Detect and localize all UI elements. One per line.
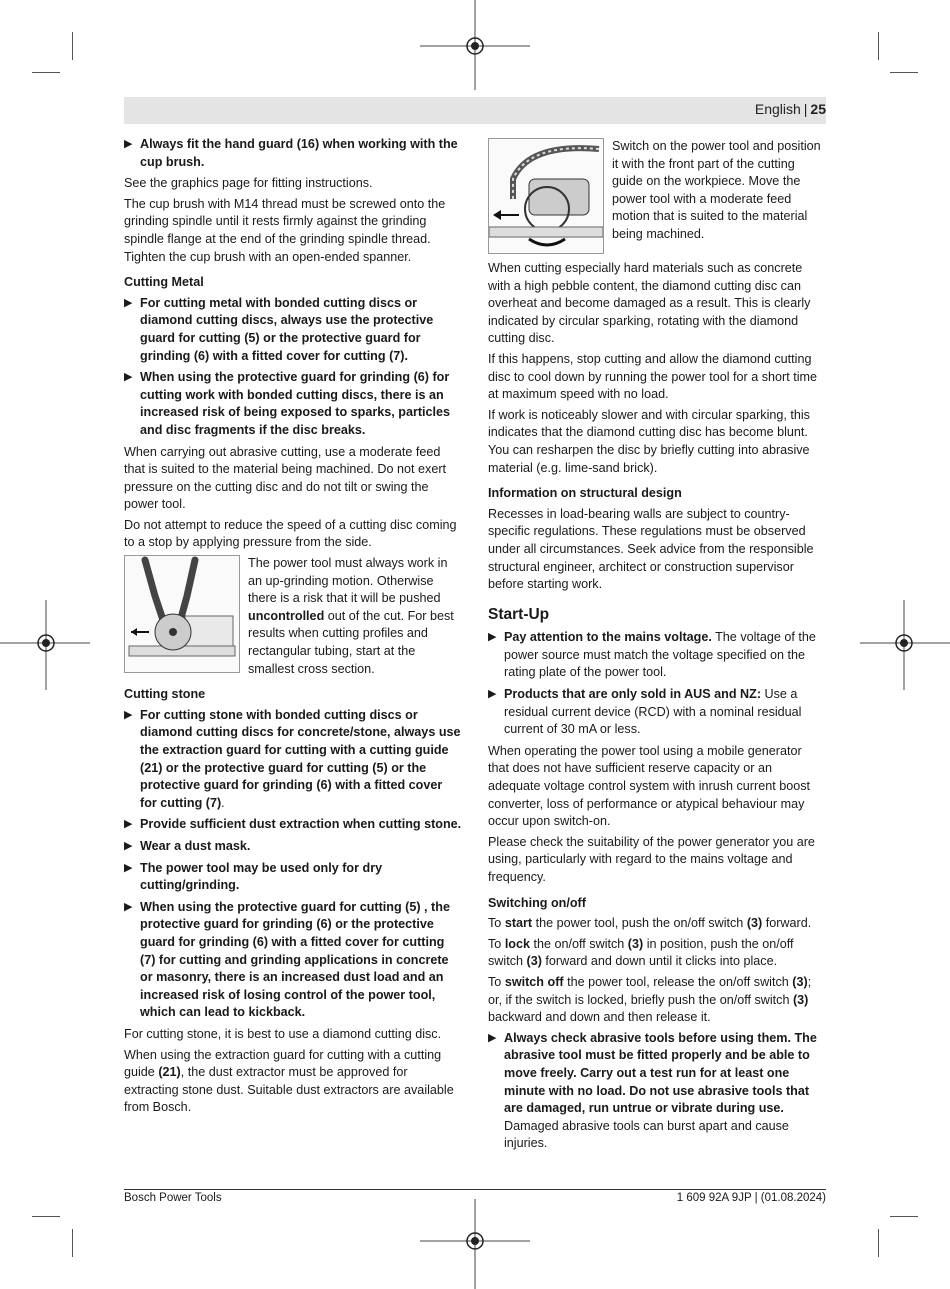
text-run: the power tool, push the on/off switch xyxy=(532,916,747,931)
paragraph: See the graphics page for fitting instructions. xyxy=(124,176,373,191)
text-run: , the dust extractor must be approved for extracting stone dust. Suitable dust extractors are available from Bosch. xyxy=(124,1065,454,1115)
bullet-text: For cutting stone with bonded cutting discs or diamond cutting discs for concrete/stone, always use the extraction guard for cutting with a cutting guide (21) or the protective guard for cutting (5) or the protective guard for grinding (6) with a fitted cover for cutting (7) xyxy=(140,707,461,810)
text-run-bold: start xyxy=(504,916,533,931)
text-run-bold: lock xyxy=(504,936,531,951)
triangle-right-icon: ▶ xyxy=(488,1031,497,1044)
bullet-item xyxy=(488,629,826,682)
text-run-bold: (3) xyxy=(792,974,808,989)
section-heading: Switching on/off xyxy=(488,895,586,910)
paragraph: When operating the power tool using a mobile generator that does not have sufficient reserve capacity or an adequate voltage control system with inrush current boost converter, loss of performance or atypical behaviour may occur upon switch-on. xyxy=(488,743,811,829)
paragraph xyxy=(124,1047,462,1117)
crosshair-icon xyxy=(0,600,90,690)
bullet-text: When using the protective guard for grinding (6) for cutting work with bonded cutting discs, there is an increased risk of being exposed to sparks, particles and disc fragments if the disc breaks. xyxy=(140,370,451,437)
paragraph: Please check the suitability of the power generator you are using, particularly with regard to the mains voltage and frequency. xyxy=(488,834,815,884)
bullet-item xyxy=(124,295,462,365)
text-run: When using the extraction guard for cutting with a cutting guide xyxy=(124,1047,442,1080)
left-column xyxy=(124,136,462,1120)
caption-text: The power tool must always work in an up-grinding motion. Otherwise there is a risk that it will be pushed xyxy=(248,556,448,606)
caption-text: out of the cut. For best results when cutting profiles and rectangular tubing, start at the smallest cross section. xyxy=(248,608,454,676)
text-run-bold: (3) xyxy=(792,992,809,1007)
figure-block xyxy=(488,138,826,254)
text-run: the on/off switch xyxy=(530,936,628,951)
up-grinding-illustration xyxy=(124,555,240,673)
text-run: the power tool, release the on/off switch xyxy=(563,974,793,989)
bullet-item xyxy=(124,838,462,856)
caption-bold: uncontrolled xyxy=(248,608,325,623)
paragraph: When carrying out abrasive cutting, use a moderate feed that is suited to the material being machined. Do not exert pressure on the cutting disc and do not tilt or swing the power tool. xyxy=(124,444,447,512)
triangle-right-icon: ▶ xyxy=(124,138,133,150)
footer-brand: Bosch Power Tools xyxy=(124,1192,222,1204)
section-heading: Cutting stone xyxy=(124,687,206,702)
figure-caption: Switch on the power tool and position it with the front part of the cutting guide on the workpiece. Move the power tool with a moderate feed motion that is suited to the material being machined. xyxy=(612,139,821,241)
paragraph xyxy=(488,915,826,933)
bullet-item xyxy=(124,136,462,171)
bullet-item xyxy=(124,860,462,895)
bullet-text: Wear a dust mask. xyxy=(140,838,251,853)
text-run: backward and down and then release it. xyxy=(488,1010,711,1025)
bullet-text-bold: Pay attention to the mains voltage. xyxy=(504,630,712,645)
text-run-bold: (3) xyxy=(746,916,763,931)
bullet-text: Provide sufficient dust extraction when cutting stone. xyxy=(140,817,462,832)
paragraph: Recesses in load-bearing walls are subject to country-specific regulations. These regulations must be observed under all circumstances. Seek advice from the responsible structural engineer, architect or construction supervisor before starting work. xyxy=(488,506,814,592)
cutting-guide-illustration xyxy=(488,138,604,254)
bullet-text: Always fit the hand guard (16) when working with the cup brush. xyxy=(140,137,458,169)
triangle-right-icon: ▶ xyxy=(488,688,497,701)
paragraph xyxy=(488,936,826,971)
paragraph: The cup brush with M14 thread must be screwed onto the grinding spindle until it rests firmly against the grinding spindle flange at the end of the grinding spindle thread. Tighten the cup brush with an open-ended spanner. xyxy=(124,196,446,264)
bullet-item xyxy=(124,707,462,813)
bullet-text: When using the protective guard for cutting (5) , the protective guard for grinding (6) or the protective guard for grinding (6) with a fitted cover for cutting (7) for cutting and grinding applications in concrete or masonry, there is an increased dust load and an increased risk of losing control of the power tool, which can lead to kickback. xyxy=(140,899,450,1020)
running-header xyxy=(755,101,826,117)
triangle-right-icon: ▶ xyxy=(124,371,133,384)
bullet-item xyxy=(124,369,462,439)
footer-doc-number: 1 609 92A 9JP | (01.08.2024) xyxy=(676,1192,826,1204)
bullet-text-bold: Products that are only sold in AUS and NZ: xyxy=(504,687,762,702)
triangle-right-icon: ▶ xyxy=(124,818,133,831)
bullet-text: Damaged abrasive tools can burst apart and cause injuries. xyxy=(504,1118,789,1151)
paragraph: When cutting especially hard materials such as concrete with a high pebble content, the diamond cutting disc can overheat and become damaged as a result. This is clearly indicated by circular sparking, rotating with the diamond cutting disc. xyxy=(488,261,811,346)
section-heading: Information on structural design xyxy=(488,486,682,501)
crop-mark xyxy=(890,1216,918,1217)
footer-rule xyxy=(124,1189,826,1190)
bullet-text: The voltage of the power source must match the voltage specified on the rating plate of the power tool. xyxy=(504,630,816,680)
text-run: To xyxy=(488,916,505,931)
page-number: 25 xyxy=(810,101,826,117)
crosshair-icon xyxy=(420,0,530,90)
text-run: ; or, if the switch is locked, briefly push the on/off switch xyxy=(488,974,812,1007)
header-language: English xyxy=(754,101,801,117)
bullet-text-end: . xyxy=(221,795,225,810)
major-heading: Start-Up xyxy=(488,605,550,623)
crosshair-icon xyxy=(860,600,950,690)
paragraph: If work is noticeably slower and with circular sparking, this indicates that the diamond cutting disc has become blunt. You can resharpen the disc by briefly cutting into abrasive material (e.g. lime-sand brick). xyxy=(488,407,810,475)
text-run-bold: (3) xyxy=(526,954,542,969)
triangle-right-icon: ▶ xyxy=(124,296,133,309)
triangle-right-icon: ▶ xyxy=(124,839,133,852)
triangle-right-icon: ▶ xyxy=(488,631,497,644)
crop-mark xyxy=(890,72,918,73)
crop-mark xyxy=(72,32,73,60)
bullet-item xyxy=(488,1030,826,1153)
text-run-bold: (21) xyxy=(158,1065,181,1080)
paragraph xyxy=(488,974,826,1027)
crop-mark xyxy=(72,1229,73,1257)
text-run-bold: (3) xyxy=(627,936,644,951)
header-band xyxy=(124,97,826,124)
paragraph: Do not attempt to reduce the speed of a cutting disc coming to a stop by applying pressure from the side. xyxy=(124,517,457,550)
text-run: in position, push the on/off switch xyxy=(488,936,794,969)
bullet-text: Use a residual current device (RCD) with a nominal residual current of 30 mA or less. xyxy=(504,687,802,737)
crop-mark xyxy=(32,72,60,73)
triangle-right-icon: ▶ xyxy=(124,900,133,913)
figure-caption xyxy=(248,555,462,678)
bullet-item xyxy=(124,899,462,1022)
triangle-right-icon: ▶ xyxy=(124,861,133,874)
crop-mark xyxy=(878,32,879,60)
crosshair-icon xyxy=(420,1199,530,1289)
text-run: To xyxy=(488,936,505,951)
triangle-right-icon: ▶ xyxy=(124,708,133,721)
right-column xyxy=(488,136,826,1157)
text-run: forward and down until it clicks into place. xyxy=(541,954,778,969)
paragraph: If this happens, stop cutting and allow the diamond cutting disc to cool down by running the power tool for a short time at maximum speed with no load. xyxy=(488,351,818,402)
text-run: forward. xyxy=(762,916,812,931)
bullet-item xyxy=(124,816,462,834)
section-heading: Cutting Metal xyxy=(124,275,204,290)
crop-mark xyxy=(32,1216,60,1217)
crop-mark xyxy=(878,1229,879,1257)
bullet-text: For cutting metal with bonded cutting discs or diamond cutting discs, always use the protective guard for cutting (5) or the protective guard for grinding (6) with a fitted cover for cutting (7). xyxy=(140,295,434,363)
paragraph: For cutting stone, it is best to use a diamond cutting disc. xyxy=(124,1026,442,1041)
text-run-bold: switch off xyxy=(504,974,564,989)
bullet-text: The power tool may be used only for dry cutting/grinding. xyxy=(140,860,383,893)
header-separator: | xyxy=(803,101,808,117)
bullet-text-bold: Always check abrasive tools before using them. The abrasive tool must be fitted properly and be able to move freely. Carry out a test run for at least one minute with no load. Do not use abrasive tools that are damaged, run untrue or vibrate during use. xyxy=(504,1030,817,1116)
bullet-item xyxy=(488,686,826,739)
figure-block xyxy=(124,555,462,678)
text-run: To xyxy=(488,974,505,989)
